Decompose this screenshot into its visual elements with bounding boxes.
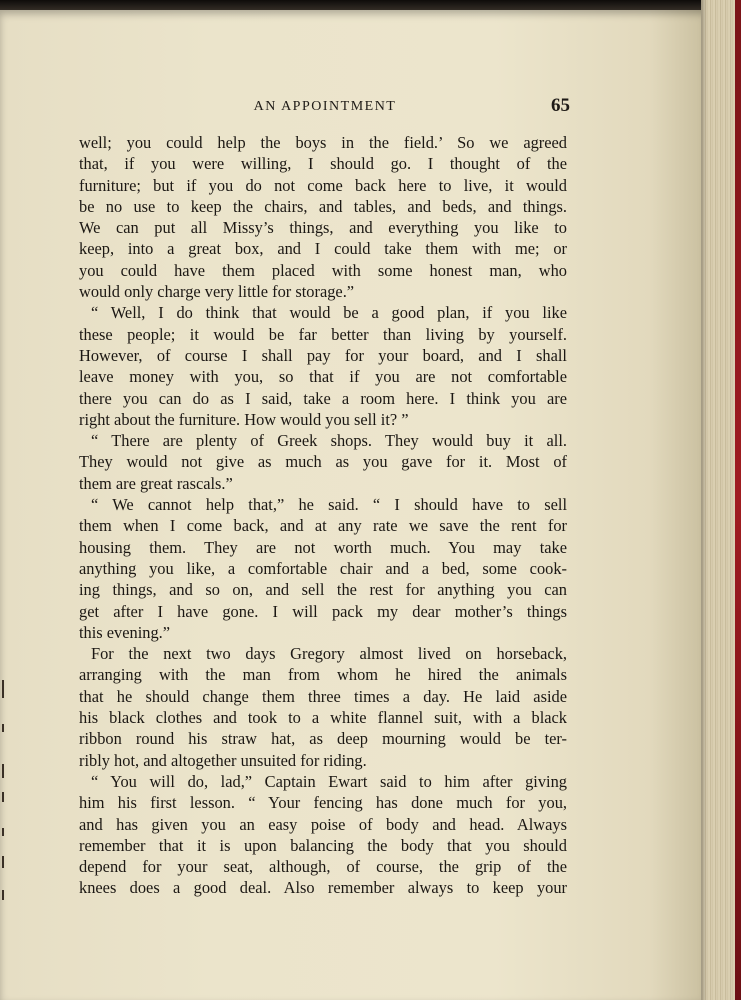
text-line: “ There are plenty of Greek shops. They would buy it all.	[91, 431, 567, 451]
body-text	[79, 132, 567, 899]
text-line: furniture; but if you do not come back here to live, it would	[79, 175, 567, 195]
text-line: him his first lesson. “ Your fencing has done much for you,	[79, 793, 567, 813]
running-head: AN APPOINTMENT	[253, 99, 397, 114]
text-line: We can put all Missy’s things, and everything you like to	[79, 218, 567, 238]
text-line: well; you could help the boys in the field.’ So we agreed	[79, 133, 567, 152]
page-header	[80, 95, 570, 119]
text-line: these people; it would be far better than living by yourself.	[79, 324, 567, 344]
text-line: knees does a good deal. Also remember always to keep your	[79, 878, 567, 898]
text-line: that he should change them three times a day. He laid aside	[79, 686, 567, 706]
text-line: there you can do as I said, take a room here. I think you are	[79, 388, 567, 408]
text-line: right about the furniture. How would you sell it? ”	[79, 409, 409, 429]
text-line: keep, into a great box, and I could take them with me; or	[79, 239, 567, 259]
text-line: that, if you were willing, I should go. I thought of the	[79, 154, 567, 174]
text-line: this evening.”	[79, 622, 171, 642]
text-line: However, of course I shall pay for your board, and I shall	[79, 345, 567, 365]
text-line: you could have them placed with some honest man, who	[79, 260, 567, 280]
text-line: ribbon round his straw hat, as deep mourning would be ter-	[79, 729, 567, 749]
text-line: them when I come back, and at any rate we save the rent for	[79, 516, 567, 536]
text-line: leave money with you, so that if you are not comfortable	[79, 367, 567, 387]
text-line: would only charge very little for storage.”	[79, 282, 355, 302]
book-cover-edge	[735, 0, 741, 1000]
margin-marks	[0, 680, 8, 920]
text-line: They would not give as much as you gave for it. Most of	[79, 452, 567, 472]
text-line: them are great rascals.”	[79, 473, 233, 493]
page-number: 65	[551, 95, 570, 116]
text-line: “ Well, I do think that would be a good plan, if you like	[91, 303, 567, 323]
text-line: “ You will do, lad,” Captain Ewart said to him after giving	[91, 771, 567, 791]
text-line: get after I have gone. I will pack my dear mother’s things	[79, 601, 567, 621]
text-line: For the next two days Gregory almost lived on horseback,	[91, 644, 567, 664]
text-line: “ We cannot help that,” he said. “ I should have to sell	[91, 495, 567, 515]
text-line: arranging with the man from whom he hired the animals	[79, 665, 567, 685]
text-line: ing things, and so on, and sell the rest for anything you can	[79, 580, 567, 600]
text-line: anything you like, a comfortable chair and a bed, some cook-	[79, 558, 567, 578]
text-line: be no use to keep the chairs, and tables, and beds, and things.	[79, 196, 567, 216]
text-line: his black clothes and took to a white flannel suit, with a black	[79, 708, 567, 728]
text-line: remember that it is upon balancing the body that you should	[79, 835, 567, 855]
text-line: and has given you an easy poise of body and head. Always	[79, 814, 567, 834]
text-line: housing them. They are not worth much. You may take	[79, 537, 567, 557]
text-line: ribly hot, and altogether unsuited for riding.	[79, 750, 367, 770]
text-line: depend for your seat, although, of course, the grip of the	[79, 857, 567, 877]
